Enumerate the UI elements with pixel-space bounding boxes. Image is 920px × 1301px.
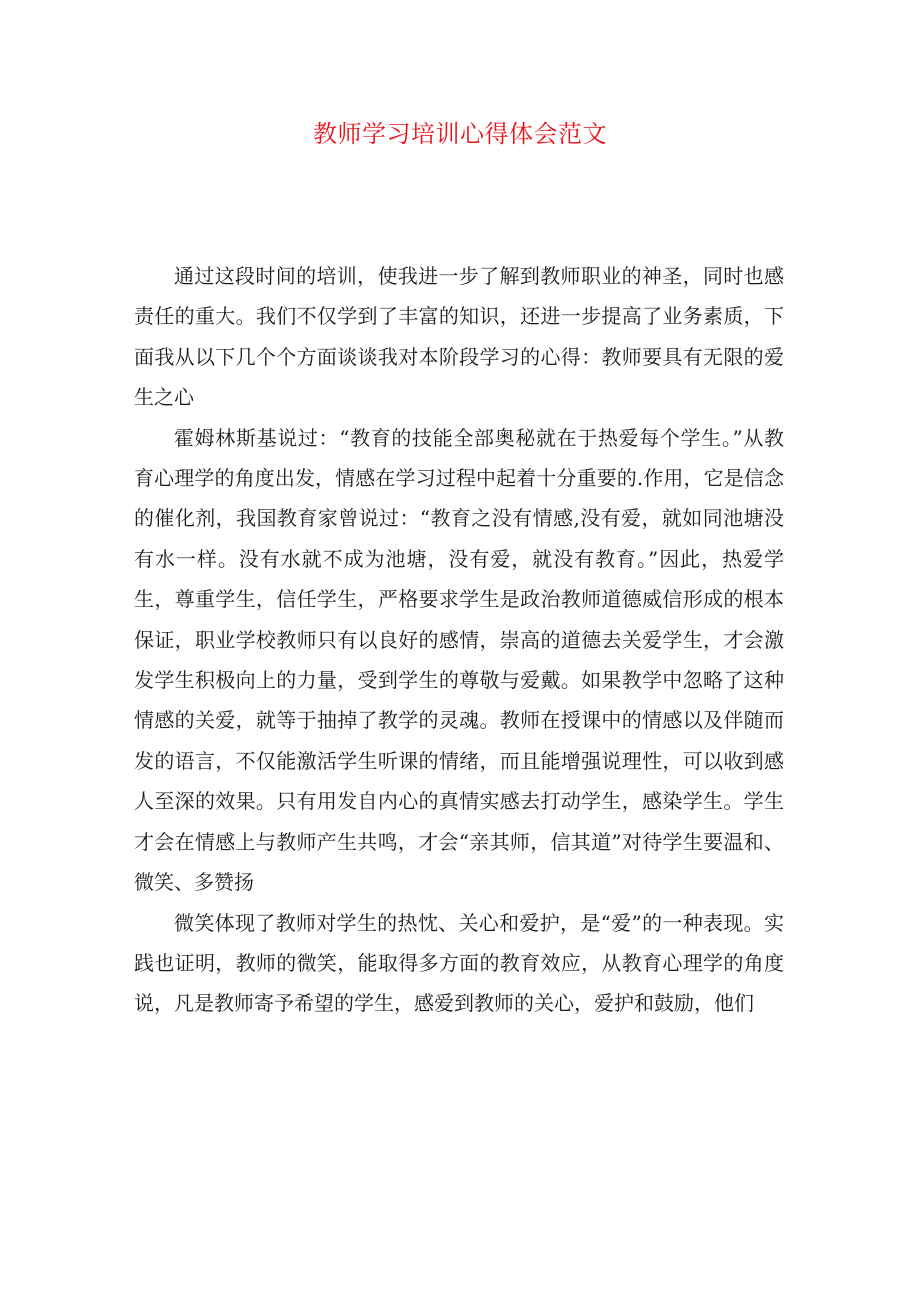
document-title: 教师学习培训心得体会范文 bbox=[313, 120, 607, 148]
paragraph-3: 微笑体现了教师对学生的热忱、关心和爱护，是“爱”的一种表现。实践也证明，教师的微笑，能取得多方面的教育效应，从教育心理学的角度说，凡是教师寄予希望的学生，感爱到教师的关心，爱护和鼓励，他们 bbox=[134, 910, 784, 1016]
paragraph-2: 霍姆林斯基说过：“教育的技能全部奥秘就在于热爱每个学生。”从教育心理学的角度出发，情感在学习过程中起着十分重要的.作用，它是信念的催化剂，我国教育家曾说过：“教育之没有情感,没有爱，就如同池塘没有水一样。没有水就不成为池塘，没有爱，就没有教育。”因此，热爱学生，尊重学生，信任学生，严格要求学生是政治教师道德威信形成的根本保证，职业学校教师只有以良好的感情，崇高的道德去关爱学生，才会激发学生积极向上的力量，受到学生的尊敬与爱戴。如果教学中忽略了这种情感的关爱，就等于抽掉了教学的灵魂。教师在授课中的情感以及伴随而发的语言，不仅能激活学生听课的情绪，而且能增强说理性，可以收到感人至深的效果。只有用发自内心的真情实感去打动学生，感染学生。学生才会在情感上与教师产生共鸣，才会“亲其师，信其道”对待学生要温和、微笑、多赞扬 bbox=[134, 425, 784, 895]
paragraph-1: 通过这段时间的培训，使我进一步了解到教师职业的神圣，同时也感责任的重大。我们不仅学到了丰富的知识，还进一步提高了业务素质，下面我从以下几个个方面谈谈我对本阶段学习的心得：教师要具有无限的爱生之心 bbox=[134, 264, 784, 410]
document-body bbox=[134, 256, 784, 1024]
